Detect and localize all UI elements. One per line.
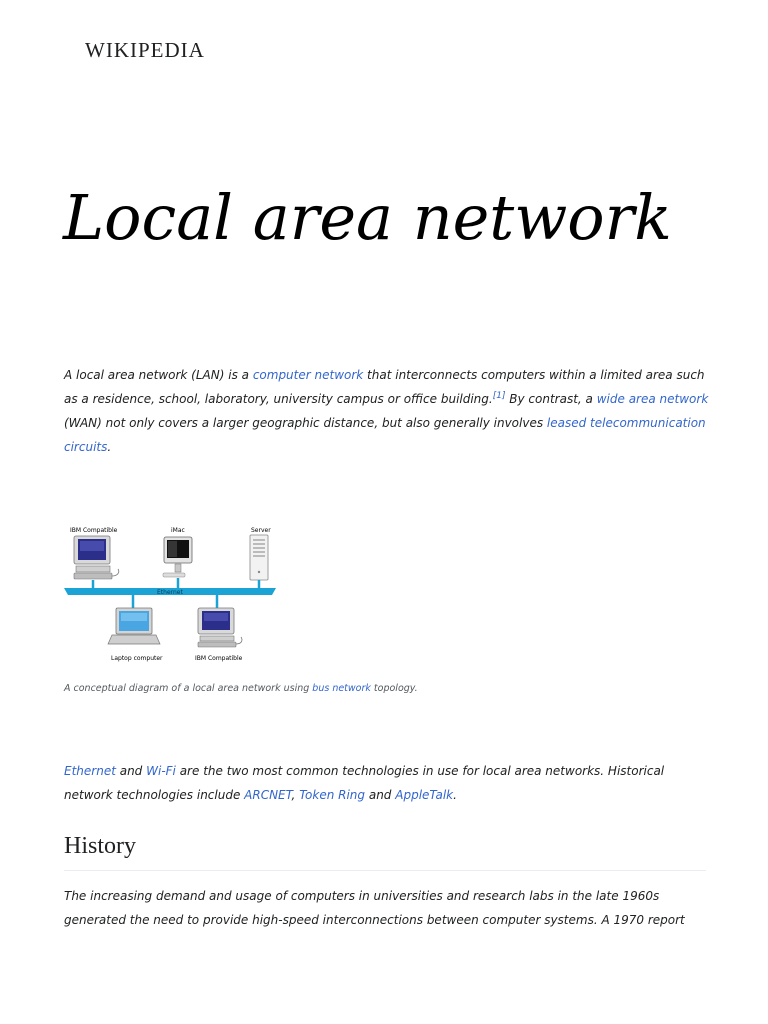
link-wide-area-network[interactable]: wide area network <box>596 392 709 406</box>
link-leased-telecommunication-circuits[interactable]: leased telecommunication circuits <box>64 416 706 454</box>
reference-1[interactable]: [1] <box>492 391 506 401</box>
intro-text: . <box>107 440 112 454</box>
tech-text: . <box>453 788 457 802</box>
caption-text: A conceptual diagram of a local area network using <box>64 683 313 694</box>
history-paragraph: The increasing demand and usage of computers in universities and research labs in the late 1960s generated the need to provide high-speed interconnections between computer systems. A 1970 report <box>64 889 685 927</box>
figure-caption <box>64 680 418 698</box>
intro-text: (WAN) not only covers a larger geographic distance, but also generally involves <box>64 416 547 430</box>
link-computer-network[interactable]: computer network <box>252 368 364 382</box>
technologies-paragraph <box>64 759 714 807</box>
intro-text: By contrast, a <box>505 392 597 406</box>
page-title: Local area network <box>63 181 672 254</box>
section-heading-history: History <box>64 830 706 871</box>
lan-bus-diagram[interactable] <box>62 520 282 668</box>
link-wi-fi[interactable]: Wi-Fi <box>146 764 176 778</box>
tech-text: and <box>365 788 396 802</box>
link-token-ring[interactable]: Token Ring <box>299 788 366 802</box>
server-icon <box>250 535 268 580</box>
label-ibm-compatible-bottom: IBM Compatible <box>195 655 243 662</box>
link-bus-network[interactable]: bus network <box>312 683 371 694</box>
label-imac: iMac <box>171 527 185 534</box>
label-server: Server <box>251 527 271 534</box>
intro-text: that interconnects computers within a limited area such as a residence, school, laboratory, university campus or office building. <box>64 368 705 406</box>
link-arcnet[interactable]: ARCNET <box>244 788 292 802</box>
tech-text: and <box>115 764 147 778</box>
intro-text: A local area network (LAN) is a <box>64 368 253 382</box>
link-appletalk[interactable]: AppleTalk <box>395 788 454 802</box>
label-ethernet: Ethernet <box>157 589 183 596</box>
wikipedia-wordmark[interactable]: WIKIPEDIA <box>85 38 205 62</box>
tech-text: , <box>291 788 300 802</box>
label-laptop-computer: Laptop computer <box>111 655 163 662</box>
intro-paragraph <box>64 363 714 459</box>
imac-computer-icon <box>163 537 192 577</box>
label-ibm-compatible-top: IBM Compatible <box>70 527 118 534</box>
tech-text: are the two most common technologies in use for local area networks. Historical network technologies include <box>64 764 665 802</box>
caption-text: topology. <box>370 683 418 694</box>
link-ethernet[interactable]: Ethernet <box>64 764 116 778</box>
ibm-compatible-computer-icon <box>74 536 119 579</box>
ibm-compatible-computer-icon <box>198 608 242 647</box>
laptop-computer-icon <box>108 608 160 644</box>
